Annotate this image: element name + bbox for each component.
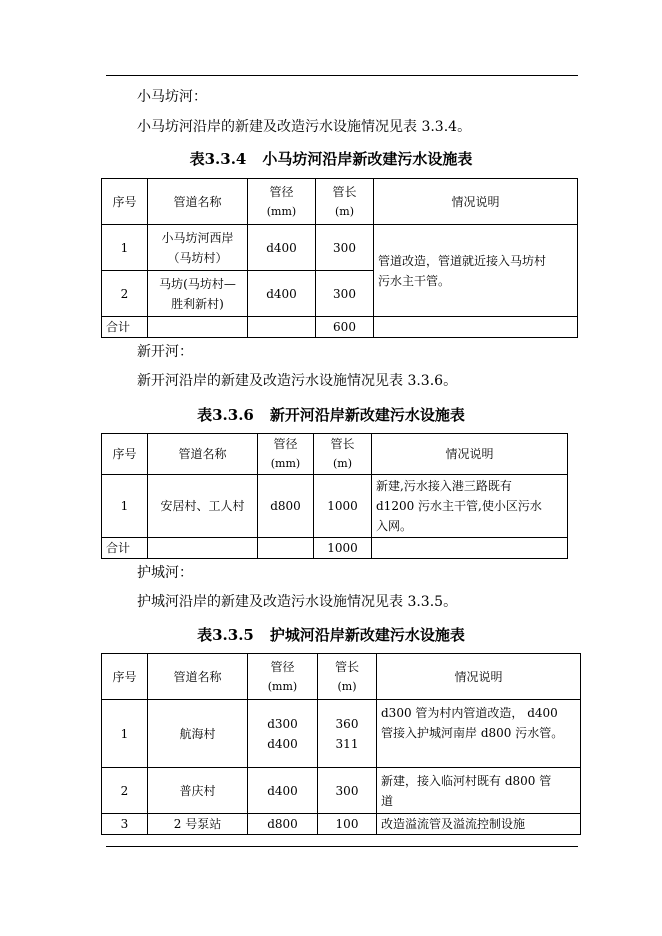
cell-desc: 管道改造，管道就近接入马坊村 污水主干管。 (374, 225, 578, 317)
table-row (102, 814, 581, 835)
header-diameter: 管径 (mm) (248, 654, 318, 700)
header-length: 管长 (m) (314, 434, 372, 475)
header-length: 管长 (m) (316, 179, 374, 225)
section-heading: 新开河： (137, 344, 193, 360)
header-name: 管道名称 (148, 434, 258, 475)
cell-diameter: d400 (248, 271, 316, 317)
header-desc: 情况说明 (372, 434, 568, 475)
table-caption-title: 新开河沿岸新改建污水设施表 (269, 406, 465, 424)
cell-empty (248, 317, 316, 338)
header-no: 序号 (102, 654, 148, 700)
cell-no: 1 (102, 700, 148, 768)
cell-diameter: d800 (248, 814, 318, 835)
cell-total-label: 合计 (102, 538, 148, 559)
cell-name: 普庆村 (148, 768, 248, 814)
cell-no: 3 (102, 814, 148, 835)
cell-length: 300 (316, 225, 374, 271)
table-3-3-5 (101, 653, 581, 835)
table-caption-title: 小马坊河沿岸新改建污水设施表 (262, 150, 473, 168)
table-row (102, 475, 568, 538)
header-no: 序号 (102, 434, 148, 475)
cell-name: 安居村、工人村 (148, 475, 258, 538)
table-3-3-4 (101, 178, 578, 338)
cell-empty (148, 317, 248, 338)
cell-length: 100 (318, 814, 377, 835)
cell-total-length: 600 (316, 317, 374, 338)
cell-desc: 改造溢流管及溢流控制设施 (377, 814, 581, 835)
table-caption (0, 149, 662, 169)
section-heading: 护城河： (137, 565, 193, 581)
cell-total-label: 合计 (102, 317, 148, 338)
cell-no: 1 (102, 475, 148, 538)
table-3-3-6 (101, 433, 568, 559)
cell-no: 2 (102, 271, 148, 317)
cell-desc: 新建,污水接入港三路既有 d1200 污水主干管,使小区污水 入网。 (372, 475, 568, 538)
cell-length: 300 (318, 768, 377, 814)
table-row (102, 225, 578, 271)
cell-no: 1 (102, 225, 148, 271)
cell-name: 2 号泵站 (148, 814, 248, 835)
cell-length: 360 311 (318, 700, 377, 768)
cell-length: 1000 (314, 475, 372, 538)
table-caption-title: 护城河沿岸新改建污水设施表 (269, 626, 465, 644)
header-desc: 情况说明 (374, 179, 578, 225)
table-row (102, 700, 581, 768)
header-desc: 情况说明 (377, 654, 581, 700)
cell-name: 小马坊河西岸 （马坊村） (148, 225, 248, 271)
section-intro: 小马坊河沿岸的新建及改造污水设施情况见表 3.3.4。 (137, 119, 472, 135)
cell-diameter: d300 d400 (248, 700, 318, 768)
section-heading: 小马坊河： (137, 89, 207, 105)
header-no: 序号 (102, 179, 148, 225)
cell-diameter: d400 (248, 225, 316, 271)
table-caption (0, 625, 662, 645)
cell-name: 航海村 (148, 700, 248, 768)
cell-name: 马坊(马坊村— 胜利新村) (148, 271, 248, 317)
cell-desc: 新建，接入临河村既有 d800 管 道 (377, 768, 581, 814)
section-intro: 护城河沿岸的新建及改造污水设施情况见表 3.3.5。 (137, 594, 458, 610)
cell-diameter: d800 (258, 475, 314, 538)
header-name: 管道名称 (148, 654, 248, 700)
total-row (102, 538, 568, 559)
table-caption-number: 表3.3.4 (189, 150, 247, 168)
cell-diameter: d400 (248, 768, 318, 814)
cell-empty (374, 317, 578, 338)
footer-rule (106, 846, 578, 847)
cell-empty (258, 538, 314, 559)
cell-empty (372, 538, 568, 559)
table-caption-number: 表3.3.5 (197, 626, 254, 644)
header-name: 管道名称 (148, 179, 248, 225)
cell-empty (148, 538, 258, 559)
cell-length: 300 (316, 271, 374, 317)
header-length: 管长 (m) (318, 654, 377, 700)
header-rule (106, 75, 578, 76)
table-caption-number: 表3.3.6 (197, 406, 254, 424)
cell-no: 2 (102, 768, 148, 814)
cell-total-length: 1000 (314, 538, 372, 559)
cell-desc: d300 管为村内管道改造， d400 管接入护城河南岸 d800 污水管。 (377, 700, 581, 768)
table-caption (0, 405, 662, 425)
total-row (102, 317, 578, 338)
table-row (102, 768, 581, 814)
header-diameter: 管径 (mm) (258, 434, 314, 475)
header-diameter: 管径 (mm) (248, 179, 316, 225)
section-intro: 新开河沿岸的新建及改造污水设施情况见表 3.3.6。 (137, 373, 458, 389)
